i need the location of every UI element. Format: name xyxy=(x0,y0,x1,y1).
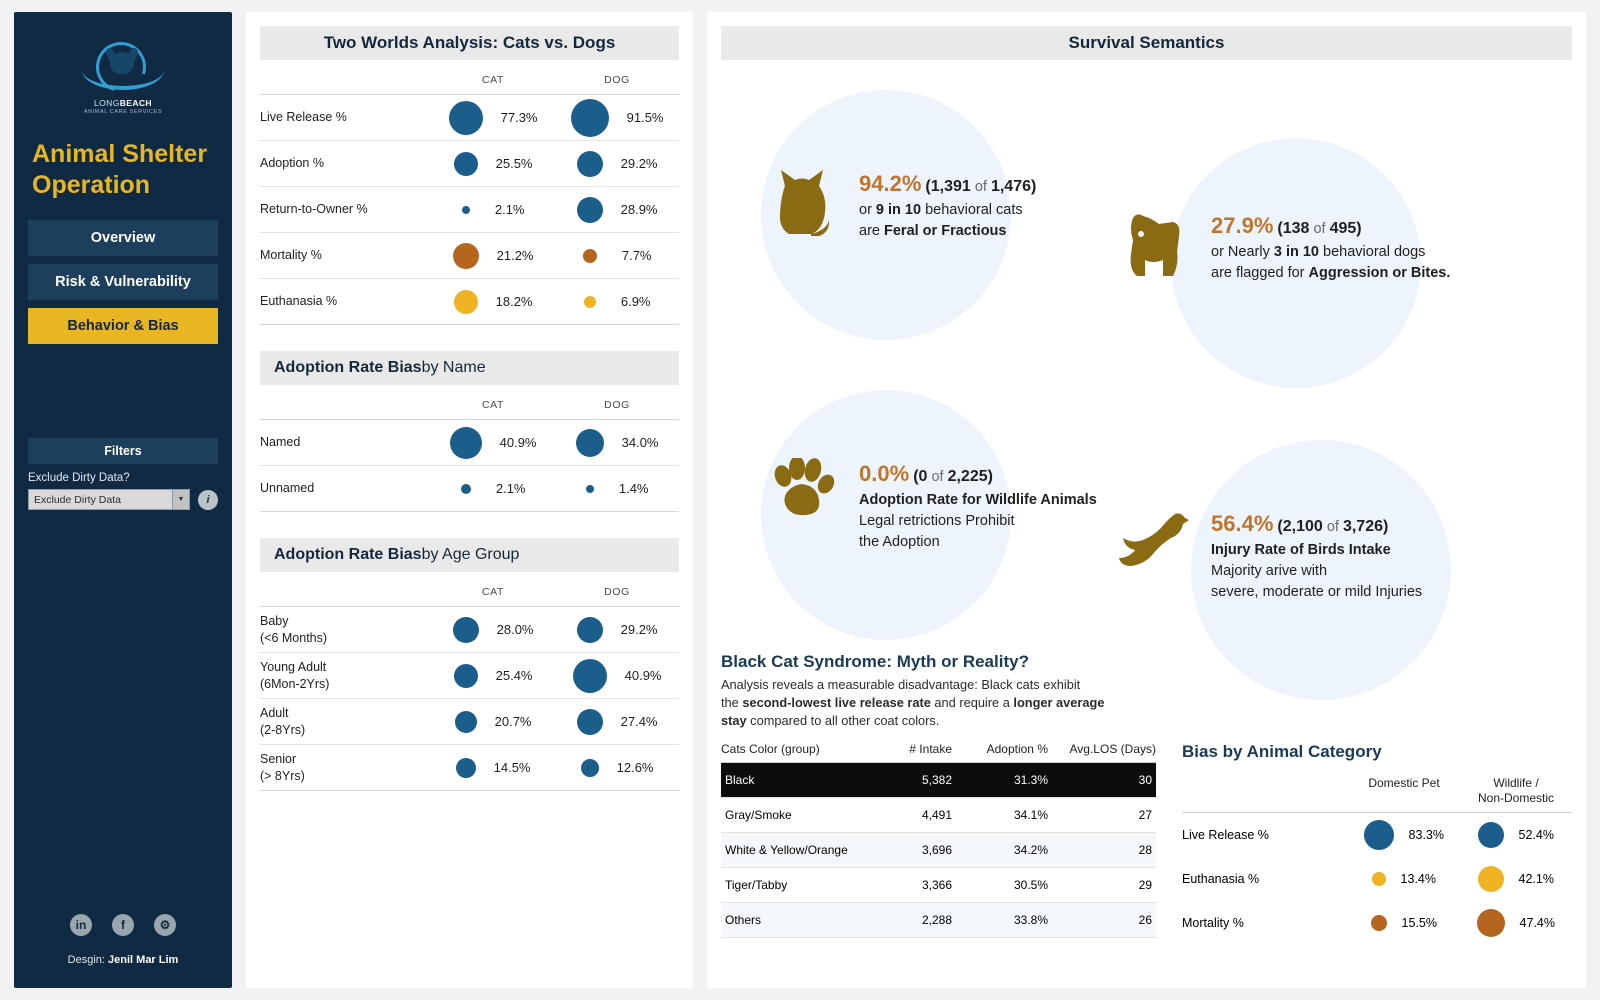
row-label: Senior (> 8Yrs) xyxy=(260,752,305,783)
dog-value: 91.5% xyxy=(626,110,664,125)
bias-row xyxy=(1182,901,1572,945)
stat-cat-count: (1,391 xyxy=(925,178,971,195)
cat-cell xyxy=(431,481,555,496)
col-header-cat: CAT xyxy=(481,399,505,411)
cell-adoption: 33.8% xyxy=(1013,913,1048,928)
col-header-dog: DOG xyxy=(604,74,630,86)
cat-value: 77.3% xyxy=(500,110,538,125)
dog-cell xyxy=(555,759,679,777)
table-row xyxy=(721,868,1156,903)
data-row xyxy=(260,653,679,699)
row-label: Euthanasia % xyxy=(260,294,338,309)
value-bubble xyxy=(1364,820,1394,850)
black-cat-syndrome-body: Analysis reveals a measurable disadvantage: Black cats exhibit the second-lowest live release rate and require a longer average stay compared to all other coat colors. xyxy=(721,677,1105,729)
sidebar-item-overview[interactable]: Overview xyxy=(28,220,218,256)
cell-intake: 4,491 xyxy=(921,808,952,823)
value-bubble xyxy=(1371,915,1387,931)
facebook-icon[interactable]: f xyxy=(112,914,134,936)
row-label: Unnamed xyxy=(260,481,315,496)
bias-wildlife-value: 42.1% xyxy=(1518,872,1554,887)
dog-cell xyxy=(555,659,679,693)
data-row xyxy=(260,420,679,466)
page-title: Animal Shelter Operation xyxy=(32,140,208,199)
bias-row-label: Mortality % xyxy=(1182,916,1244,931)
th-los: Avg.LOS (Days) xyxy=(1069,742,1156,757)
linkedin-icon[interactable]: in xyxy=(70,914,92,936)
value-bubble xyxy=(577,617,603,643)
value-bubble xyxy=(586,485,594,493)
social-links xyxy=(14,914,232,936)
cell-los: 28 xyxy=(1138,843,1152,858)
right-column xyxy=(707,12,1586,988)
value-bubble xyxy=(1372,872,1386,886)
credit-prefix: Desgin: xyxy=(67,954,109,966)
cat-cell xyxy=(431,711,555,733)
cat-value: 20.7% xyxy=(494,714,532,729)
exclude-dirty-data-select[interactable] xyxy=(28,489,190,510)
settings-icon[interactable]: ⚙ xyxy=(154,914,176,936)
value-bubble xyxy=(455,711,477,733)
value-bubble xyxy=(584,296,596,308)
dog-cell xyxy=(555,99,679,137)
bias-row xyxy=(1182,813,1572,857)
stat-birds: 56.4% (2,100 of 3,726) Injury Rate of Birds Intake Majority arive with severe, moderate or mild Injuries xyxy=(1111,508,1422,603)
by-name-rows xyxy=(260,420,679,512)
bias-wildlife-value: 52.4% xyxy=(1518,828,1554,843)
row-label: Baby (<6 Months) xyxy=(260,614,328,645)
cell-adoption: 30.5% xyxy=(1013,878,1048,893)
black-cat-syndrome-title: Black Cat Syndrome: Myth or Reality? xyxy=(721,652,1029,671)
adoption-bias-age-title: Adoption Rate Bias by Age Group xyxy=(260,538,679,572)
row-label: Adult (2-8Yrs) xyxy=(260,706,306,737)
value-bubble xyxy=(576,429,604,457)
cat-value: 40.9% xyxy=(499,435,537,450)
th-adoption: Adoption % xyxy=(986,742,1048,757)
bias-by-animal-category xyxy=(1182,742,1572,945)
cell-intake: 5,382 xyxy=(921,773,952,788)
value-bubble xyxy=(1477,909,1505,937)
dog-icon xyxy=(1111,210,1197,280)
cat-icon xyxy=(759,168,845,238)
data-row xyxy=(260,699,679,745)
col-header-dog: DOG xyxy=(604,399,630,411)
data-row xyxy=(260,745,679,791)
table-row xyxy=(721,763,1156,798)
cell-color: Gray/Smoke xyxy=(725,808,792,823)
cell-color: White & Yellow/Orange xyxy=(725,843,848,858)
value-bubble xyxy=(581,759,599,777)
bias-wildlife-cell xyxy=(1460,909,1572,937)
cat-cell xyxy=(431,202,555,217)
value-bubble xyxy=(577,709,603,735)
stat-dog: 27.9% (138 of 495) or Nearly 3 in 10 behavioral dogs are flagged for Aggression or Bites. xyxy=(1111,210,1450,284)
dog-value: 28.9% xyxy=(620,202,658,217)
cell-adoption: 34.2% xyxy=(1013,843,1048,858)
value-bubble xyxy=(453,243,479,269)
two-worlds-title: Two Worlds Analysis: Cats vs. Dogs xyxy=(260,26,679,60)
cat-cell xyxy=(431,758,555,778)
two-worlds-column-headers xyxy=(260,60,679,95)
by-name-column-headers xyxy=(260,385,679,420)
bias-domestic-cell xyxy=(1348,915,1460,931)
table-row xyxy=(721,833,1156,868)
stat-birds-count: (2,100 xyxy=(1277,518,1323,535)
cell-los: 26 xyxy=(1138,913,1152,928)
bias-wildlife-cell xyxy=(1460,866,1572,892)
data-row xyxy=(260,279,679,325)
cell-adoption: 34.1% xyxy=(1013,808,1048,823)
value-bubble xyxy=(454,152,478,176)
dog-value: 12.6% xyxy=(616,760,654,775)
survival-semantics-title: Survival Semantics xyxy=(721,26,1572,60)
two-worlds-rows xyxy=(260,95,679,325)
cat-value: 25.4% xyxy=(495,668,533,683)
th-color: Cats Color (group) xyxy=(721,742,820,757)
table-row xyxy=(721,903,1156,938)
bias-domestic-value: 15.5% xyxy=(1401,916,1437,931)
row-label: Return-to-Owner % xyxy=(260,202,368,217)
cat-value: 18.2% xyxy=(495,294,533,309)
filter-label: Exclude Dirty Data? xyxy=(28,472,130,484)
cell-color: Black xyxy=(725,773,755,788)
stat-wildlife-count: (0 xyxy=(913,468,928,485)
data-row xyxy=(260,141,679,187)
logo-wordmark: LONGBEACH xyxy=(94,98,152,108)
bias-row-label: Live Release % xyxy=(1182,828,1269,843)
col-header-cat: CAT xyxy=(481,74,505,86)
by-age-rows xyxy=(260,607,679,791)
cat-cell xyxy=(431,243,555,269)
value-bubble xyxy=(454,664,478,688)
filter-block xyxy=(14,464,232,510)
dog-value: 40.9% xyxy=(624,668,662,683)
cell-color: Others xyxy=(725,913,762,928)
logo xyxy=(80,40,166,115)
cat-cell xyxy=(431,617,555,643)
logo-icon xyxy=(80,40,166,94)
credit xyxy=(14,954,232,966)
value-bubble xyxy=(453,617,479,643)
bias-domestic-value: 13.4% xyxy=(1400,872,1436,887)
value-bubble xyxy=(462,206,470,214)
by-age-column-headers xyxy=(260,572,679,607)
chevron-down-icon[interactable]: ▼ xyxy=(172,490,189,509)
value-bubble xyxy=(454,290,478,314)
stat-cat: 94.2% (1,391 of 1,476) or 9 in 10 behavioral cats are Feral or Fractious xyxy=(759,168,1036,242)
data-row xyxy=(260,233,679,279)
cell-intake: 3,366 xyxy=(921,878,952,893)
bias-wildlife-cell xyxy=(1460,822,1572,848)
cell-los: 27 xyxy=(1138,808,1152,823)
dog-value: 7.7% xyxy=(621,248,652,263)
stat-dog-count: (138 xyxy=(1277,220,1310,237)
col-header-cat: CAT xyxy=(481,586,505,598)
row-label: Young Adult (6Mon-2Yrs) xyxy=(260,660,330,691)
value-bubble xyxy=(1478,866,1504,892)
bias-domestic-cell xyxy=(1348,872,1460,886)
dog-cell xyxy=(555,151,679,177)
row-label: Named xyxy=(260,435,301,450)
row-label: Mortality % xyxy=(260,248,322,263)
dog-value: 6.9% xyxy=(620,294,651,309)
row-label: Adoption % xyxy=(260,156,324,171)
dog-cell xyxy=(555,709,679,735)
data-row xyxy=(260,187,679,233)
bias-wildlife-value: 47.4% xyxy=(1519,916,1555,931)
stat-dog-pct: 27.9% xyxy=(1211,213,1274,238)
bias-row-label: Euthanasia % xyxy=(1182,872,1260,887)
stat-birds-pct: 56.4% xyxy=(1211,511,1274,536)
data-row xyxy=(260,95,679,141)
dog-value: 34.0% xyxy=(621,435,659,450)
cell-los: 29 xyxy=(1138,878,1152,893)
bias-header-row xyxy=(1182,776,1572,813)
bias-col-domestic: Domestic Pet xyxy=(1368,776,1440,791)
value-bubble xyxy=(450,427,482,459)
credit-name: Jenil Mar Lim xyxy=(108,954,179,966)
value-bubble xyxy=(449,101,483,135)
select-value: Exclude Dirty Data xyxy=(34,493,121,506)
dog-cell xyxy=(555,429,679,457)
stat-wildlife: 0.0% (0 of 2,225) Adoption Rate for Wildlife Animals Legal retrictions Prohibit the Adoption xyxy=(759,458,1097,553)
middle-column xyxy=(246,12,693,988)
sidebar-nav xyxy=(14,220,232,352)
bias-domestic-cell xyxy=(1348,820,1460,850)
dog-cell xyxy=(555,294,679,309)
value-bubble xyxy=(461,484,471,494)
dog-cell xyxy=(555,197,679,223)
stat-cat-pct: 94.2% xyxy=(859,171,922,196)
dog-cell xyxy=(555,617,679,643)
data-row xyxy=(260,607,679,653)
bird-icon xyxy=(1111,508,1197,572)
dog-cell xyxy=(555,248,679,263)
info-icon[interactable]: i xyxy=(198,490,218,510)
cat-value: 21.2% xyxy=(496,248,534,263)
paw-icon xyxy=(759,458,845,522)
bias-row xyxy=(1182,857,1572,901)
cat-value: 25.5% xyxy=(495,156,533,171)
value-bubble xyxy=(571,99,609,137)
col-header-dog: DOG xyxy=(604,586,630,598)
value-bubble xyxy=(573,659,607,693)
cat-cell xyxy=(431,664,555,688)
cell-los: 30 xyxy=(1138,773,1152,788)
adoption-bias-name-title: Adoption Rate Bias by Name xyxy=(260,351,679,385)
sidebar-item-behavior-bias[interactable]: Behavior & Bias xyxy=(28,308,218,344)
dog-value: 29.2% xyxy=(620,156,658,171)
cat-cell xyxy=(431,152,555,176)
value-bubble xyxy=(1478,822,1504,848)
cat-value: 2.1% xyxy=(495,481,526,496)
cat-cell xyxy=(431,101,555,135)
sidebar-item-risk-vulnerability[interactable]: Risk & Vulnerability xyxy=(28,264,218,300)
dog-value: 29.2% xyxy=(620,622,658,637)
cell-adoption: 31.3% xyxy=(1013,773,1048,788)
stat-wildlife-pct: 0.0% xyxy=(859,461,910,486)
value-bubble xyxy=(456,758,476,778)
bias-domestic-value: 83.3% xyxy=(1408,828,1444,843)
data-row xyxy=(260,466,679,512)
row-label: Live Release % xyxy=(260,110,347,125)
dog-value: 27.4% xyxy=(620,714,658,729)
cat-cell xyxy=(431,290,555,314)
value-bubble xyxy=(577,197,603,223)
sidebar xyxy=(14,12,232,988)
bias-title: Bias by Animal Category xyxy=(1182,742,1382,762)
filters-header: Filters xyxy=(28,438,218,464)
cat-value: 28.0% xyxy=(496,622,534,637)
table-row xyxy=(721,798,1156,833)
cell-color: Tiger/Tabby xyxy=(725,878,788,893)
survival-stats xyxy=(721,60,1572,660)
logo-tagline: ANIMAL CARE SERVICES xyxy=(83,109,163,115)
table-header-row xyxy=(721,742,1156,763)
cell-intake: 3,696 xyxy=(921,843,952,858)
cell-intake: 2,288 xyxy=(921,913,952,928)
cat-value: 14.5% xyxy=(493,760,531,775)
value-bubble xyxy=(577,151,603,177)
cat-value: 2.1% xyxy=(494,202,525,217)
value-bubble xyxy=(583,249,597,263)
dog-value: 1.4% xyxy=(618,481,649,496)
bias-col-wildlife: Wildlife / Non-Domestic xyxy=(1477,776,1555,806)
th-intake: # Intake xyxy=(909,742,952,757)
dog-cell xyxy=(555,481,679,496)
cat-cell xyxy=(431,427,555,459)
coat-color-table xyxy=(721,742,1156,945)
